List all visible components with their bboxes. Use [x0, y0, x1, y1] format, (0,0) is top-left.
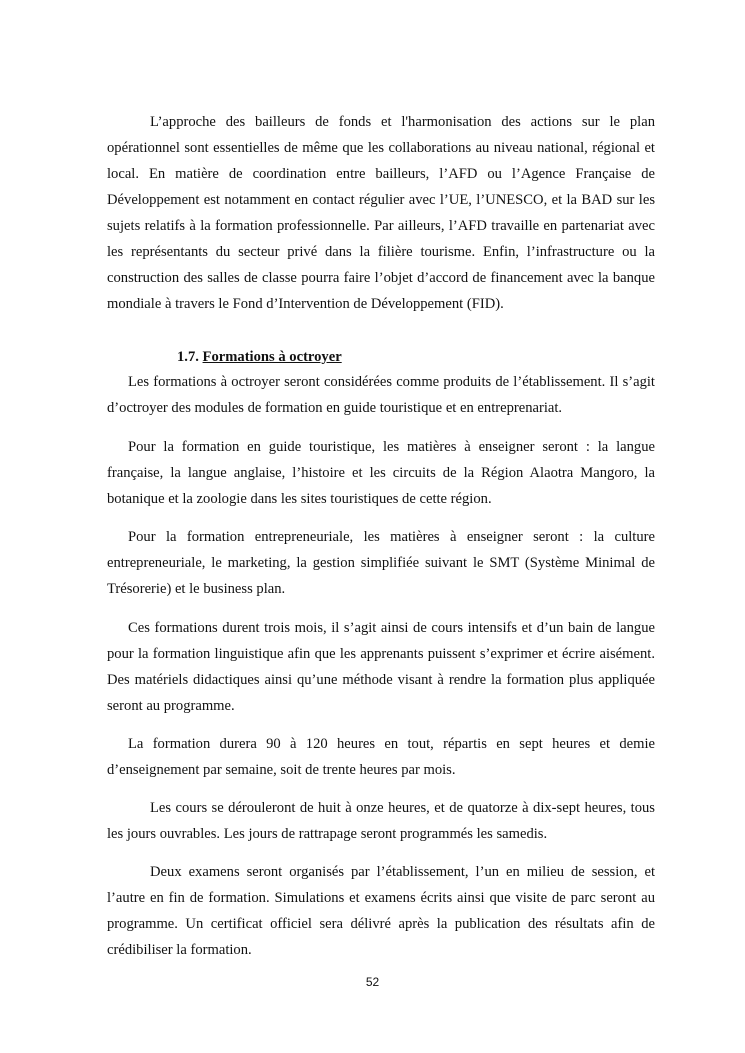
- section-number: 1.7.: [177, 349, 199, 365]
- paragraph-tourist-guide-training: Pour la formation en guide touristique, les matières à enseigner seront : la langue française, la langue anglaise, l’histoire et les circuits de la Région Alaotra Mangoro, la botanique et la zoologie dans les sites touristiques de cette région.: [107, 439, 655, 507]
- paragraph-donors-coordination: L’approche des bailleurs de fonds et l'harmonisation des actions sur le plan opérationnel sont essentielles de même que les collaborations au niveau national, régional et local. En matière de coordination entre bailleurs, l’AFD ou l’Agence Française de Développement est notamment en contact régulier avec l’UE, l’UNESCO, et la BAD sur les sujets relatifs à la formation professionnelle. Par ailleurs, l’AFD travaille en partenariat avec les représentants du secteur privé dans la filière tourisme. Enfin, l’infrastructure ou la construction des salles de classe pourra faire l’objet d’accord de financement avec la banque mondiale à travers le Fond d’Intervention de Développement (FID).: [107, 114, 655, 312]
- paragraph-training-offer: Les formations à octroyer seront considérées comme produits de l’établissement. Il s’agit d’octroyer des modules de formation en guide touristique et en entreprenariat.: [107, 374, 655, 416]
- paragraph-training-hours: La formation durera 90 à 120 heures en tout, répartis en sept heures et demie d’enseignement par semaine, soit de trente heures par mois.: [107, 736, 655, 778]
- paragraph-entrepreneurship-training: Pour la formation entrepreneuriale, les matières à enseigner seront : la culture entrepreneuriale, le marketing, la gestion simplifiée suivant le SMT (Système Minimal de Trésorerie) et le business plan.: [107, 529, 655, 597]
- page-number: 52: [365, 975, 380, 989]
- paragraph-exams: Deux examens seront organisés par l’établissement, l’un en milieu de session, et l’autre en fin de formation. Simulations et examens écrits ainsi que visite de parc seront au programme. Un certificat officiel sera délivré après la publication des résultats afin de crédibiliser la formation.: [107, 864, 655, 958]
- section-title: Formations à octroyer: [202, 349, 342, 365]
- paragraph-training-duration: Ces formations durent trois mois, il s’agit ainsi de cours intensifs et d’un bain de langue pour la formation linguistique afin que les apprenants puissent s’exprimer et écrire aisément. Des matériels didactiques ainsi qu’une méthode visant à rendre la formation plus appliquée seront au programme.: [107, 620, 655, 714]
- paragraph-schedule: Les cours se dérouleront de huit à onze heures, et de quatorze à dix-sept heures, tous les jours ouvrables. Les jours de rattrapage seront programmés les samedis.: [107, 800, 655, 842]
- section-heading: [177, 346, 342, 368]
